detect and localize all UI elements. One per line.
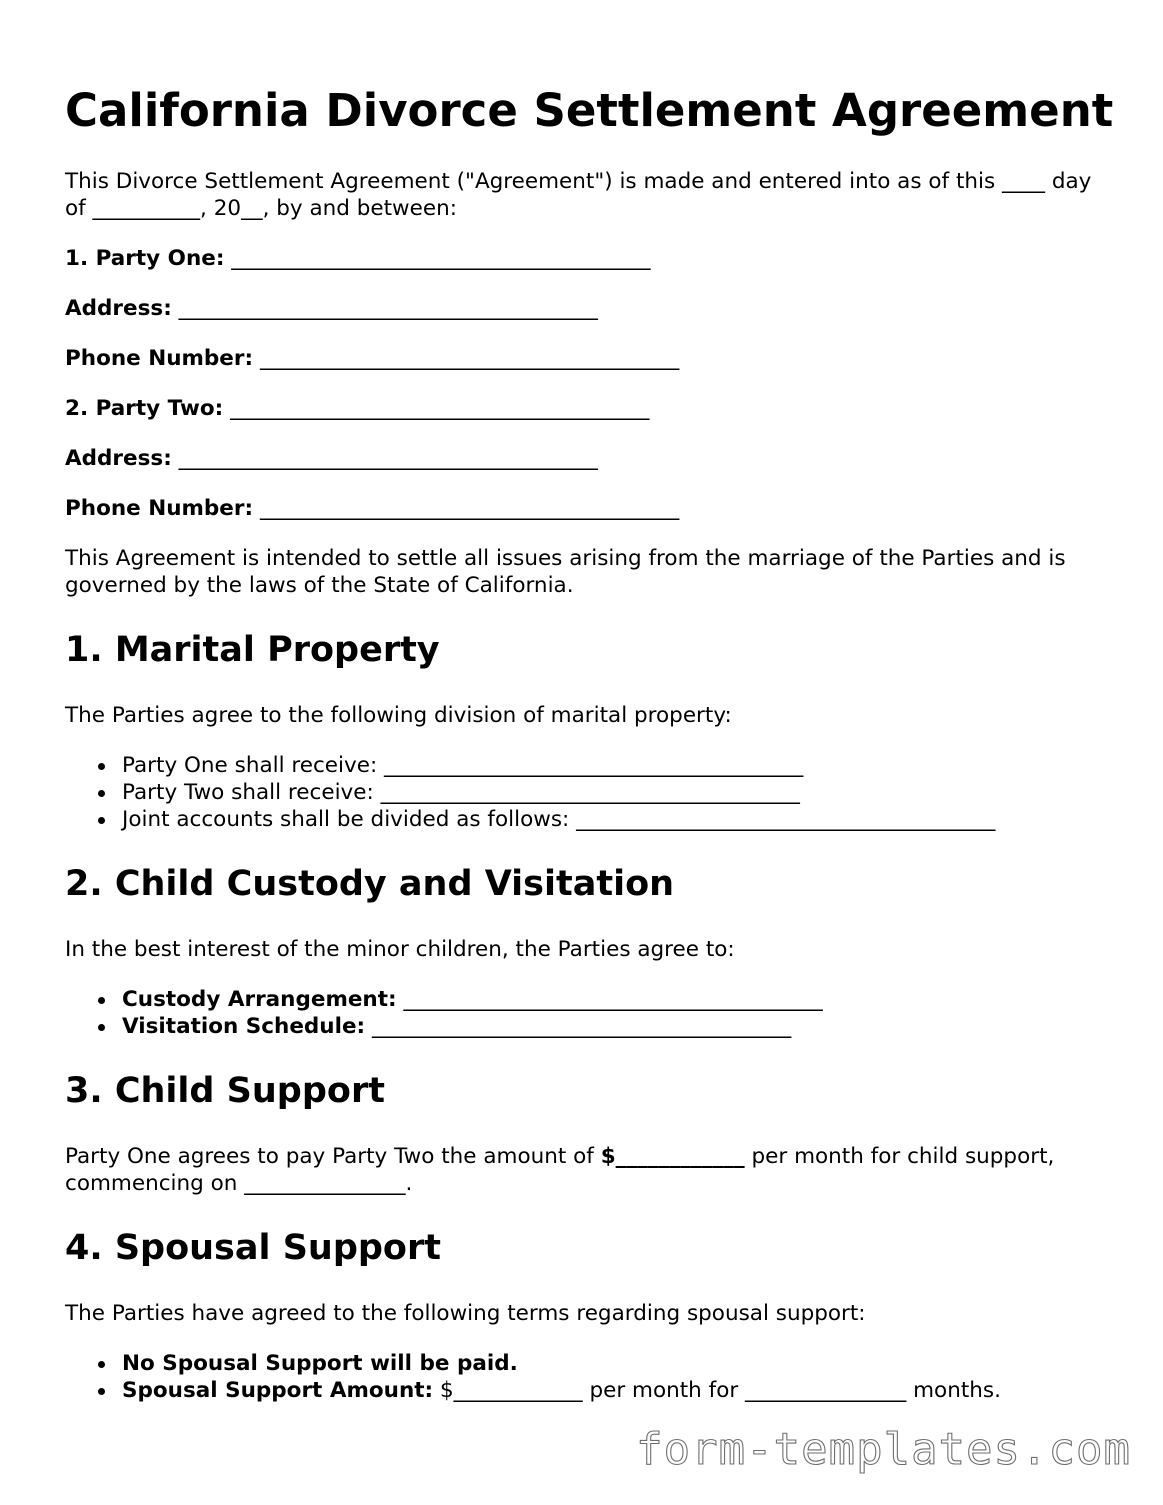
party-two-phone-blank: _______________________________________	[259, 496, 680, 521]
visitation-schedule-label: Visitation Schedule:	[122, 1014, 366, 1039]
party-details	[65, 245, 1115, 522]
section-heading-spousal-support: 4. Spousal Support	[65, 1228, 441, 1268]
watermark: form-templates.com	[636, 1424, 1131, 1475]
party-one-address-line	[65, 295, 1115, 322]
list-item: Custody Arrangement: _______________________________________	[122, 986, 1115, 1013]
party-one-label: 1. Party One:	[65, 246, 225, 271]
party-two-blank: _______________________________________	[230, 396, 650, 421]
spousal-support-text: The Parties have agreed to the following terms regarding spousal support:	[65, 1301, 866, 1326]
list-item: Spousal Support Amount: $____________ per month for _______________ months.	[122, 1377, 1115, 1404]
marital-property-list	[65, 752, 1115, 833]
governing-law-paragraph: This Agreement is intended to settle all issues arising from the marriage of the Parties and is governed by the laws of the State of California.	[65, 546, 1066, 598]
party-two-phone-label: Phone Number:	[65, 496, 254, 521]
intro-paragraph: This Divorce Settlement Agreement ("Agreement") is made and entered into as of this ____ day of __________, 20__, by and between:	[65, 169, 1092, 221]
child-support-amount: $____________	[600, 1144, 745, 1169]
child-custody-list	[65, 986, 1115, 1040]
section-heading-child-custody: 2. Child Custody and Visitation	[65, 864, 675, 904]
party-two-address-label: Address:	[65, 446, 172, 471]
spousal-support-amount-label: Spousal Support Amount:	[122, 1378, 434, 1403]
child-custody-text: In the best interest of the minor children, the Parties agree to:	[65, 937, 735, 962]
list-item: Party Two shall receive: _______________________________________	[122, 779, 1115, 806]
party-one-phone-line	[65, 345, 1115, 372]
spousal-support-list	[65, 1350, 1115, 1404]
document-page	[65, 84, 1115, 1404]
party-one-address-blank: _______________________________________	[178, 296, 598, 321]
no-spousal-support-label: No Spousal Support will be paid.	[122, 1351, 518, 1376]
section-heading-marital-property: 1. Marital Property	[65, 630, 440, 670]
custody-arrangement-label: Custody Arrangement:	[122, 987, 397, 1012]
list-item	[122, 1350, 1115, 1377]
party-two-phone-line	[65, 495, 1115, 522]
list-item: Joint accounts shall be divided as follows: _______________________________________	[122, 806, 1115, 833]
party-two-label: 2. Party Two:	[65, 396, 224, 421]
child-support-text: Party One agrees to pay Party Two the amount of $____________ per month for child support, commencing on _______________.	[65, 1144, 1055, 1196]
party-one-line	[65, 245, 1115, 272]
party-two-address-line	[65, 445, 1115, 472]
party-two-address-blank: _______________________________________	[178, 446, 598, 471]
party-two-line	[65, 395, 1115, 422]
list-item: Party One shall receive: _______________________________________	[122, 752, 1115, 779]
party-one-address-label: Address:	[65, 296, 172, 321]
list-item: Visitation Schedule: _______________________________________	[122, 1013, 1115, 1040]
document-title: California Divorce Settlement Agreement	[65, 84, 1114, 137]
party-one-phone-label: Phone Number:	[65, 346, 254, 371]
party-one-blank: _______________________________________	[231, 246, 651, 271]
party-one-phone-blank: _______________________________________	[259, 346, 680, 371]
section-heading-child-support: 3. Child Support	[65, 1071, 385, 1111]
marital-property-text: The Parties agree to the following division of marital property:	[65, 703, 732, 728]
